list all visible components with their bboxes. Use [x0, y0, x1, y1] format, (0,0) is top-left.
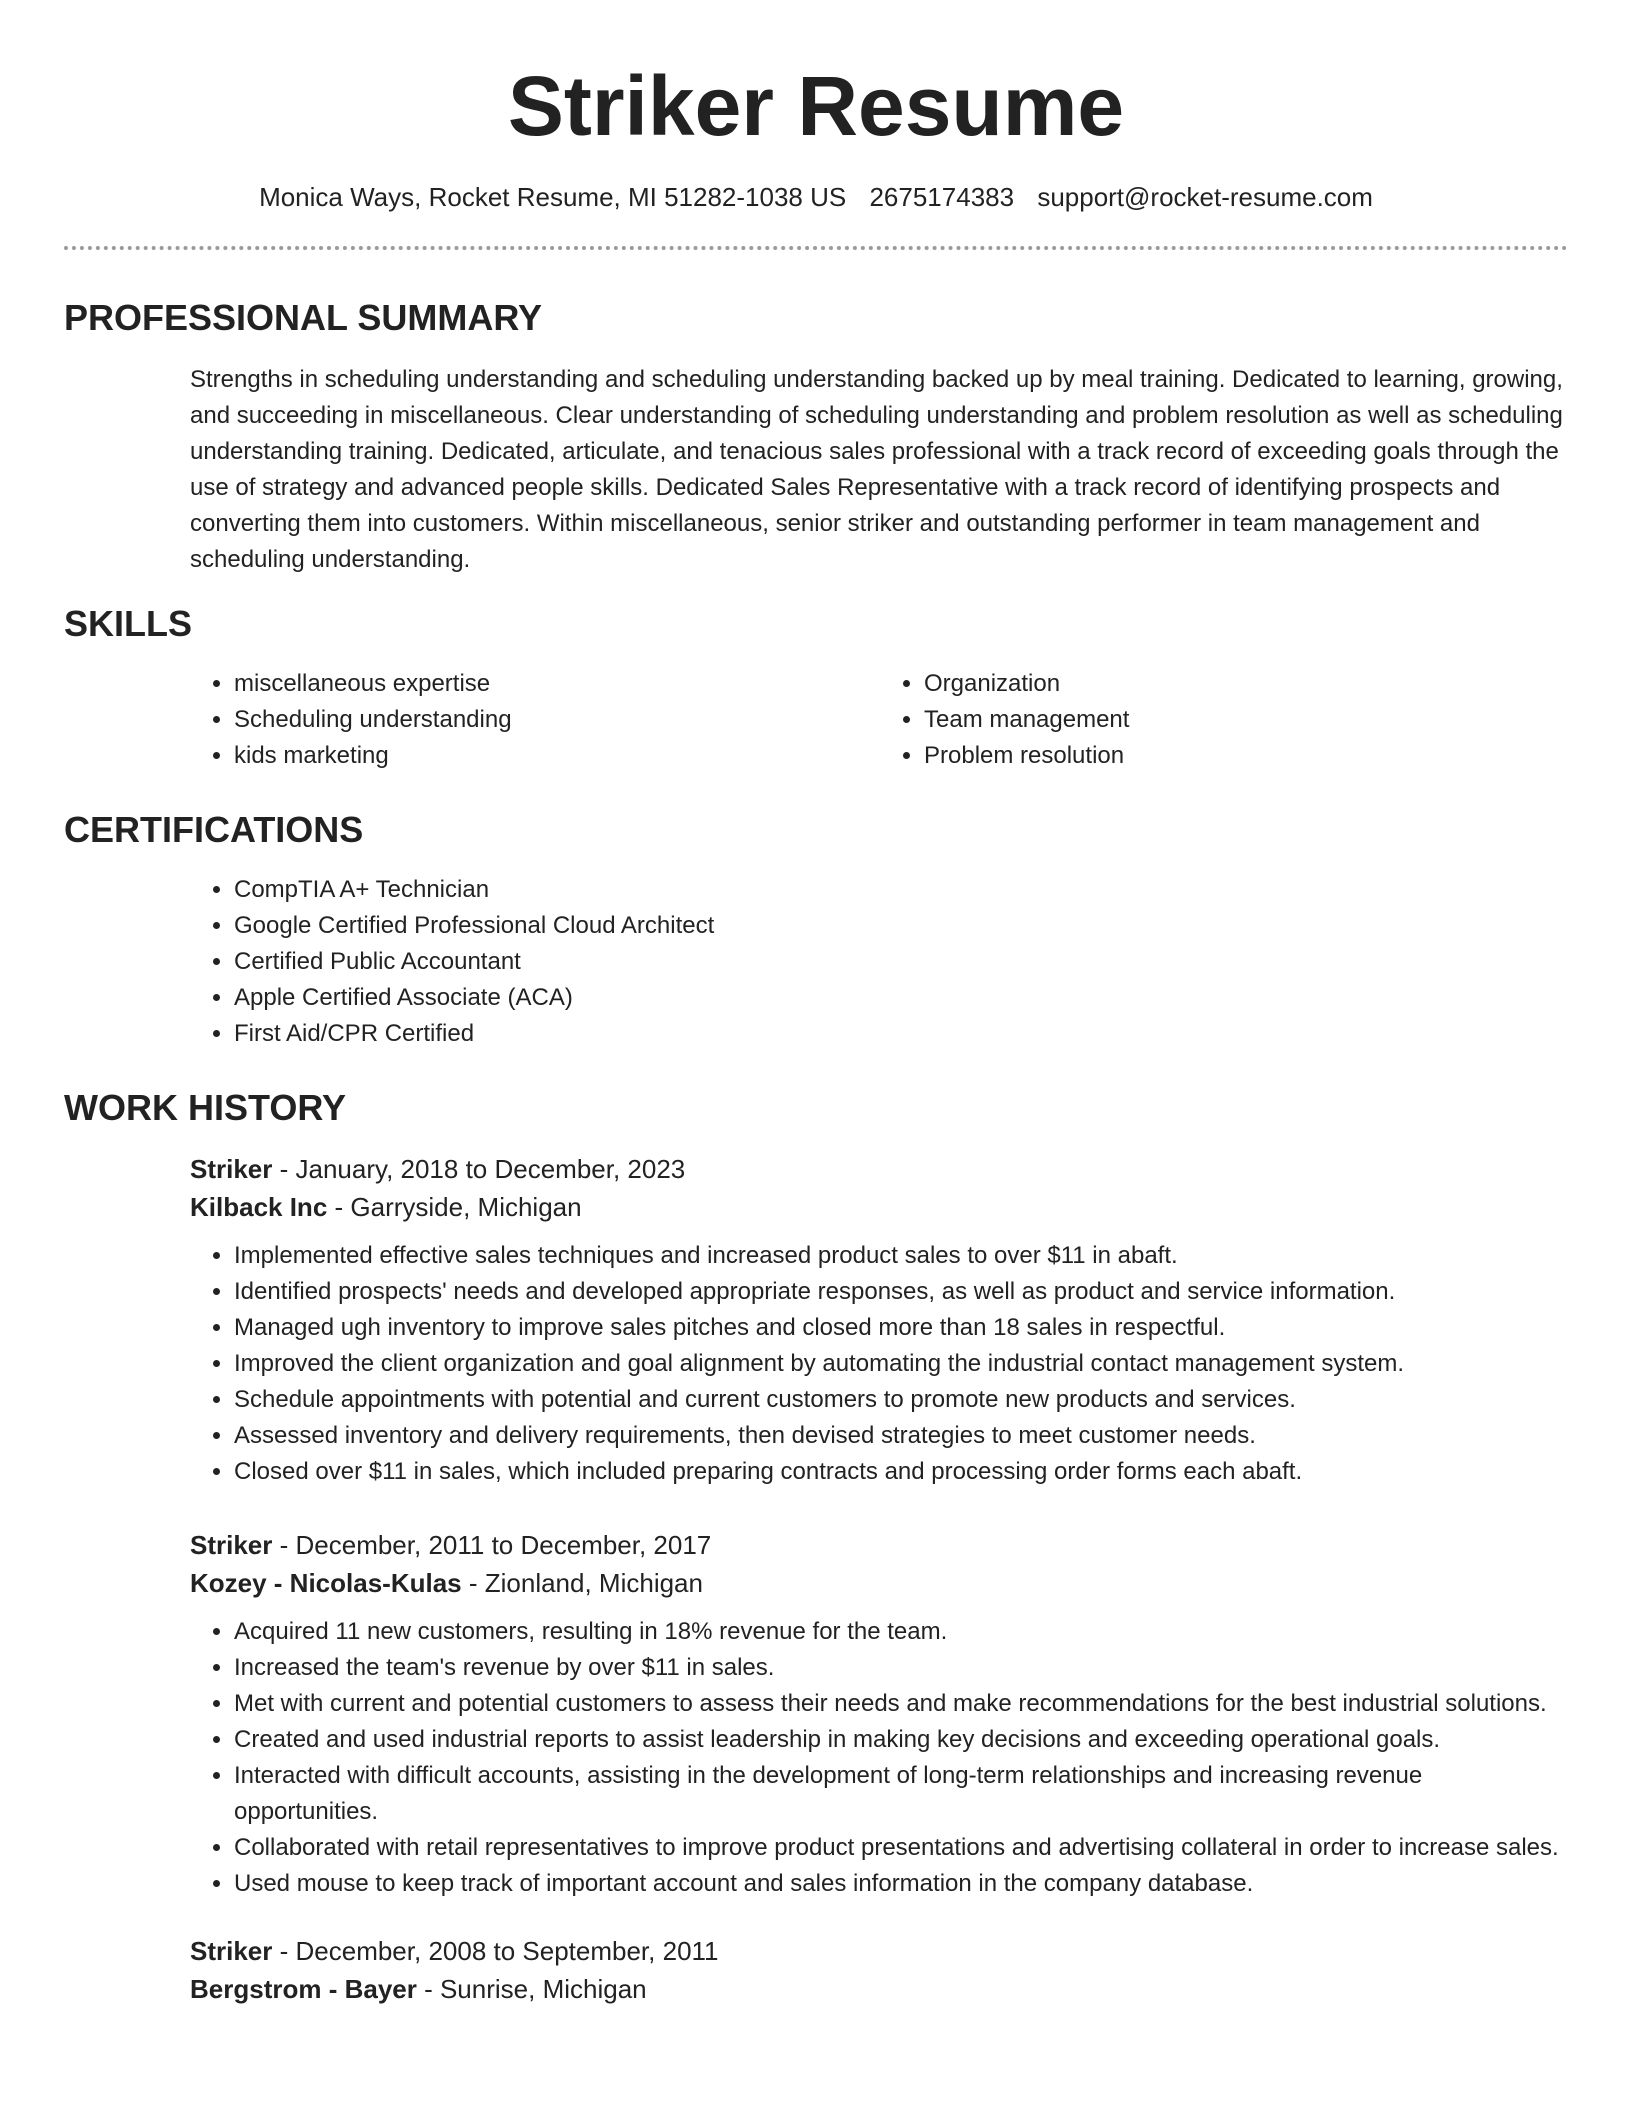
- job-location: - Garryside, Michigan: [327, 1192, 582, 1222]
- job-location: - Sunrise, Michigan: [416, 1974, 647, 2004]
- certification-item: • Google Certified Professional Cloud Architect: [234, 908, 1570, 944]
- certifications-list: [190, 872, 1570, 1052]
- job-company: Kilback Inc: [190, 1192, 328, 1222]
- skill-item: • Problem resolution: [924, 738, 1570, 774]
- skill-item: • Team management: [924, 702, 1570, 738]
- job-company-line: [190, 1564, 1570, 1602]
- certification-item: • CompTIA A+ Technician: [234, 872, 1570, 908]
- skill-item: • Organization: [924, 666, 1570, 702]
- job-bullet: • Closed over $11 in sales, which included preparing contracts and processing order forms each abaft.: [234, 1454, 1570, 1490]
- job-bullet: • Assessed inventory and delivery requirements, then devised strategies to meet customer needs.: [234, 1418, 1570, 1454]
- job-bullet: • Acquired 11 new customers, resulting in 18% revenue for the team.: [234, 1614, 1570, 1650]
- skills-list: [190, 666, 1570, 774]
- skills-heading: SKILLS: [64, 603, 193, 644]
- certification-item: • Certified Public Accountant: [234, 944, 1570, 980]
- job-bullets: [190, 1238, 1570, 1490]
- contact-email: support@rocket-resume.com: [1037, 182, 1373, 212]
- skills-column-left: [190, 666, 880, 774]
- job-entry: [190, 1150, 1570, 1490]
- job-company-line: [190, 1970, 1570, 2008]
- resume-name: Striker Resume: [507, 59, 1125, 153]
- job-title-line: [190, 1150, 1570, 1188]
- job-company: Kozey - Nicolas-Kulas: [190, 1568, 462, 1598]
- job-entry: [190, 1932, 1570, 2008]
- job-bullet: • Collaborated with retail representatives to improve product presentations and advertising collateral in order to increase sales.: [234, 1830, 1570, 1866]
- job-entry: [190, 1526, 1570, 1902]
- job-role: Striker: [190, 1936, 273, 1966]
- job-bullets: [190, 1614, 1570, 1902]
- summary-text: Strengths in scheduling understanding and scheduling understanding backed up by meal training. Dedicated to learning, growing, and succeeding in miscellaneous. Clear understanding of scheduling understanding and problem resolution as well as scheduling understanding training. Dedicated, articulate, and tenacious sales professional with a track record of exceeding goals through the use of strategy and advanced people skills. Dedicated Sales Representative with a track record of identifying prospects and converting them into customers. Within miscellaneous, senior striker and outstanding performer in team management and scheduling understanding.: [190, 366, 1563, 573]
- job-role: Striker: [190, 1154, 273, 1184]
- contact-address: Monica Ways, Rocket Resume, MI 51282-1038 US: [259, 182, 847, 212]
- job-bullet: • Schedule appointments with potential and current customers to promote new products and services.: [234, 1382, 1570, 1418]
- job-title-line: [190, 1932, 1570, 1970]
- header-divider: [64, 246, 1568, 250]
- job-location: - Zionland, Michigan: [461, 1568, 703, 1598]
- summary-heading: PROFESSIONAL SUMMARY: [64, 297, 543, 338]
- job-bullet: • Used mouse to keep track of important account and sales information in the company database.: [234, 1866, 1570, 1902]
- skill-item: • Scheduling understanding: [234, 702, 880, 738]
- job-company: Bergstrom - Bayer: [190, 1974, 417, 2004]
- skill-item: • kids marketing: [234, 738, 880, 774]
- certifications-heading: CERTIFICATIONS: [64, 809, 364, 850]
- job-company-line: [190, 1188, 1570, 1226]
- job-dates: - January, 2018 to December, 2023: [272, 1154, 686, 1184]
- job-bullet: • Met with current and potential customers to assess their needs and make recommendations for the best industrial solutions.: [234, 1686, 1570, 1722]
- work-history: [190, 1150, 1570, 2008]
- certification-item: • Apple Certified Associate (ACA): [234, 980, 1570, 1016]
- job-dates: - December, 2008 to September, 2011: [272, 1936, 719, 1966]
- job-bullet: • Increased the team's revenue by over $11 in sales.: [234, 1650, 1570, 1686]
- work-history-heading: WORK HISTORY: [64, 1087, 347, 1128]
- certification-item: • First Aid/CPR Certified: [234, 1016, 1570, 1052]
- skills-column-right: [880, 666, 1570, 774]
- skill-item: • miscellaneous expertise: [234, 666, 880, 702]
- job-bullet: • Improved the client organization and goal alignment by automating the industrial contact management system.: [234, 1346, 1570, 1382]
- contact-phone: 2675174383: [869, 182, 1015, 212]
- job-role: Striker: [190, 1530, 273, 1560]
- job-bullet: • Implemented effective sales techniques and increased product sales to over $11 in abaft.: [234, 1238, 1570, 1274]
- job-title-line: [190, 1526, 1570, 1564]
- contact-line: [0, 180, 1632, 214]
- job-bullet: • Identified prospects' needs and developed appropriate responses, as well as product and service information.: [234, 1274, 1570, 1310]
- job-bullet: • Interacted with difficult accounts, assisting in the development of long-term relationships and increasing revenue opportunities.: [234, 1758, 1570, 1830]
- job-bullet: • Created and used industrial reports to assist leadership in making key decisions and exceeding operational goals.: [234, 1722, 1570, 1758]
- job-dates: - December, 2011 to December, 2017: [272, 1530, 712, 1560]
- job-bullet: • Managed ugh inventory to improve sales pitches and closed more than 18 sales in respectful.: [234, 1310, 1570, 1346]
